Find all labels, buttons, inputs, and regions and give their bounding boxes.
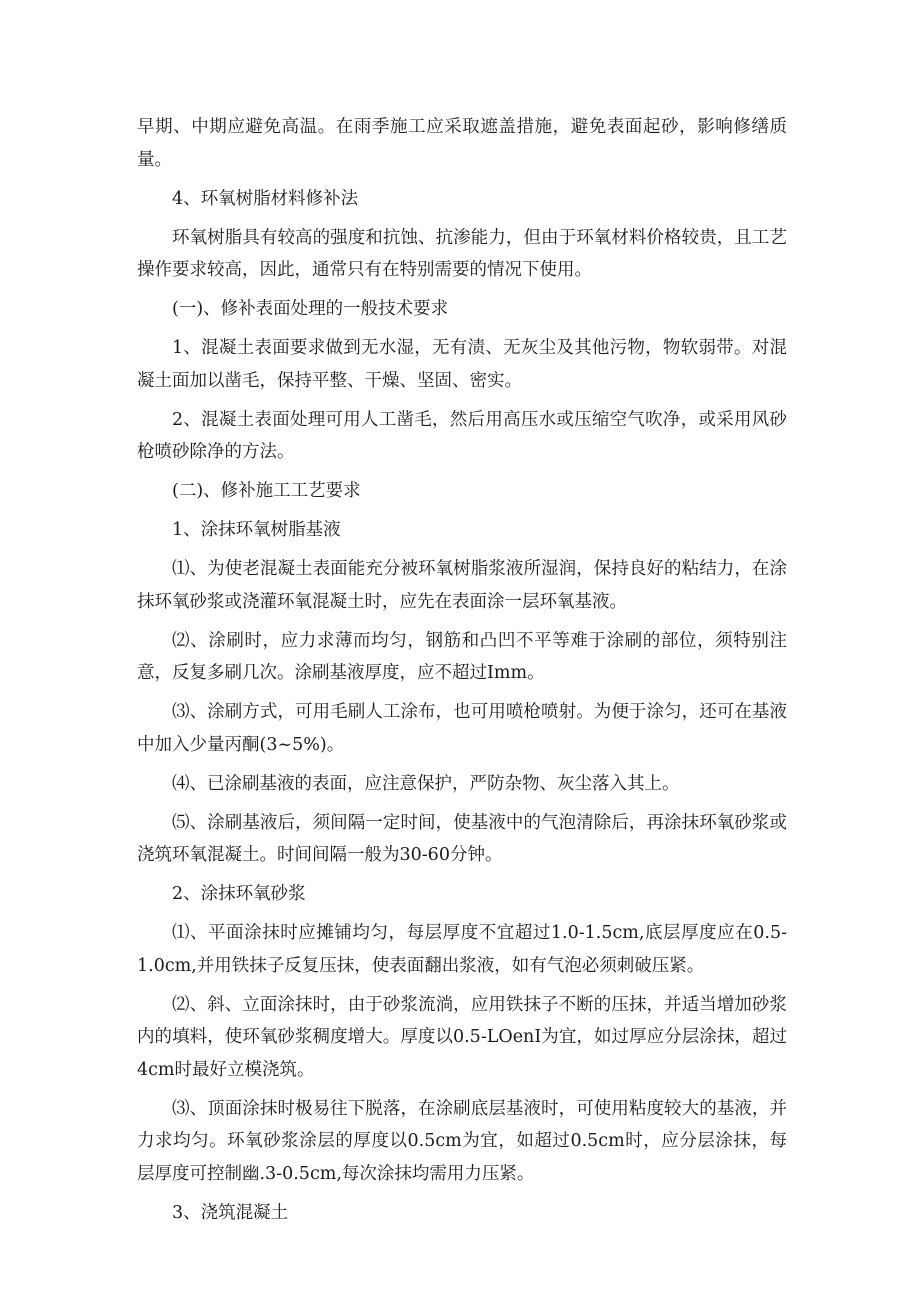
paragraph-mortar-2: ⑵、斜、立面涂抹时，由于砂浆流淌，应用铁抹子不断的压抹，并适当增加砂浆内的填料，使环氧砂浆稠度增大。厚度以0.5-LOenI为宜，如过厚应分层涂抹，超过4cm时最好立模浇筑。 (137, 994, 787, 1080)
paragraph-continuation: 早期、中期应避免高温。在雨季施工应采取遮盖措施，避免表面起砂，影响修缮质量。 (137, 117, 787, 170)
heading-pour-concrete: 3、浇筑混凝土 (172, 1202, 289, 1223)
paragraph-mortar-1: ⑴、平面涂抹时应摊铺均匀，每层厚度不宜超过1.0-1.5cm,底层厚度应在0.5-1.0cm,并用铁抹子反复压抹，使表面翻出浆液，如有气泡必须刺破压紧。 (137, 923, 787, 976)
paragraph-epoxy-intro: 环氧树脂具有较高的强度和抗蚀、抗渗能力，但由于环氧材料价格较贵，且工艺操作要求较高，因此，通常只有在特别需要的情况下使用。 (137, 227, 787, 280)
paragraph-mortar-3: ⑶、顶面涂抹时极易往下脱落，在涂刷底层基液时，可使用粘度较大的基液，并力求均匀。环氧砂浆涂层的厚度以0.5cm为宜，如超过0.5cm时，应分层涂抹，每层厚度可控制幽.3-0.5cm,每次涂抹均需用力压紧。 (137, 1098, 787, 1184)
paragraph-base-liquid-4: ⑷、已涂刷基液的表面，应注意保护，严防杂物、灰尘落入其上。 (172, 773, 680, 794)
document-body (137, 111, 787, 1236)
heading-apply-epoxy-mortar: 2、涂抹环氧砂浆 (172, 884, 306, 904)
section-heading-epoxy-repair: 4、环氧树脂材料修补法 (172, 188, 359, 209)
subheading-surface-treatment: (一)、修补表面处理的一般技术要求 (172, 299, 449, 319)
paragraph-base-liquid-5: ⑸、涂刷基液后，须间隔一定时间，使基液中的气泡清除后，再涂抹环氧砂浆或浇筑环氧混凝土。时间间隔一般为30-60分钟。 (137, 812, 787, 865)
paragraph-surface-item-1: 1、混凝土表面要求做到无水湿，无有渍、无灰尘及其他污物，物软弱带。对混凝土面加以凿毛，保持平整、干燥、坚固、密实。 (137, 338, 787, 391)
heading-apply-base-liquid: 1、涂抹环氧树脂基液 (172, 520, 341, 540)
paragraph-base-liquid-3: ⑶、涂刷方式，可用毛刷人工涂布，也可用喷枪喷射。为便于涂匀，还可在基液中加入少量丙酮(3~5%)。 (137, 702, 787, 755)
paragraph-surface-item-2: 2、混凝土表面处理可用人工凿毛，然后用高压水或压缩空气吹净，或采用风砂枪喷砂除净的方法。 (137, 409, 787, 462)
subheading-construction-process: (二)、修补施工工艺要求 (172, 481, 361, 501)
paragraph-base-liquid-1: ⑴、为使老混凝土表面能充分被环氧树脂浆液所湿润，保持良好的粘结力，在涂抹环氧砂浆或浇灌环氧混凝土时，应先在表面涂一层环氧基液。 (137, 559, 787, 612)
paragraph-base-liquid-2: ⑵、涂刷时，应力求薄而均匀，钢筋和凸凹不平等难于涂刷的部位，须特别注意，反复多刷几次。涂刷基液厚度，应不超过Imm。 (137, 630, 787, 683)
